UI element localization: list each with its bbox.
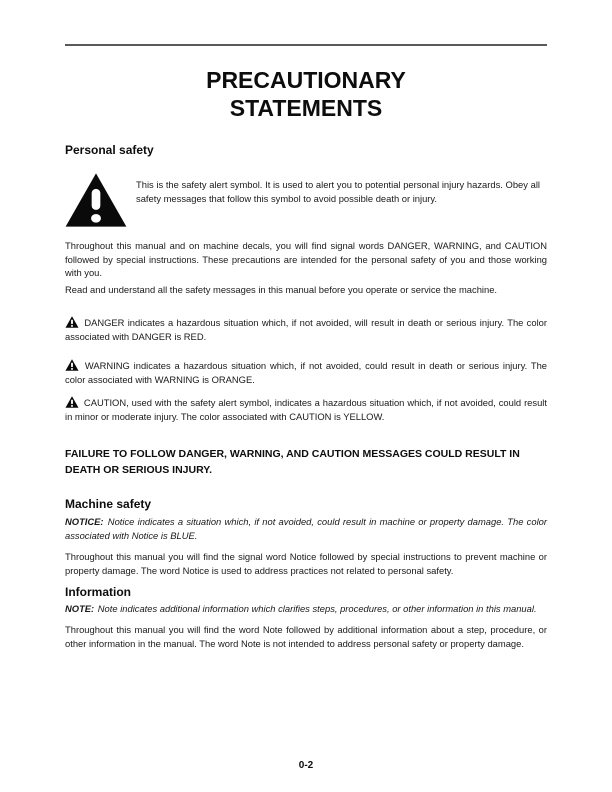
machine-safety-paragraph: Throughout this manual you will find the signal word Notice followed by special instructions to prevent machine or property damage. The word Notice is used to address practices not related to personal safety. [65,551,547,576]
safety-alert-block [65,172,547,228]
page-title-line1: PRECAUTIONARY [206,67,406,93]
safety-alert-icon [65,172,127,228]
information-heading: Information [65,585,131,599]
note-label: NOTE: [65,603,95,614]
signal-words-paragraph: Throughout this manual and on machine decals, you will find signal words DANGER, WARNING, and CAUTION followed by special instructions. These precautions are intended for the personal safety of you and those working with you. [65,240,547,279]
note-paragraph [65,602,547,616]
top-rule [65,44,547,46]
safety-alert-icon [65,396,79,408]
danger-text: DANGER indicates a hazardous situation which, if not avoided, will result in death or serious injury. The color associated with DANGER is RED. [65,317,548,342]
safety-alert-text: This is the safety alert symbol. It is used to alert you to potential personal injury hazards. Obey all safety messages that follow this symbol to avoid possible death or injury. [136,179,540,204]
personal-safety-heading: Personal safety [65,143,154,157]
page-title [65,66,547,122]
warning-paragraph [65,359,547,386]
failure-warning-statement: FAILURE TO FOLLOW DANGER, WARNING, AND CAUTION MESSAGES COULD RESULT IN DEATH OR SERIOUS INJURY. [65,448,520,476]
page-title-line2: STATEMENTS [229,95,383,121]
caution-text: CAUTION, used with the safety alert symbol, indicates a hazardous situation which, if not avoided, could result in minor or moderate injury. The color associated with CAUTION is YELLOW. [65,397,547,422]
machine-safety-heading: Machine safety [65,497,152,511]
note-text: Note indicates additional information which clarifies steps, procedures, or other information in this manual. [97,603,537,614]
safety-alert-icon [65,359,79,371]
notice-label: NOTICE: [65,516,104,527]
safety-alert-icon [65,316,79,328]
notice-paragraph [65,515,547,542]
danger-paragraph [65,316,547,343]
warning-text: WARNING indicates a hazardous situation which, if not avoided, could result in death or serious injury. The color associated with WARNING is ORANGE. [65,360,548,385]
information-paragraph: Throughout this manual you will find the word Note followed by additional information about a step, procedure, or other information in the manual. The word Note is not intended to address personal safety or property damage. [65,624,547,649]
read-understand-paragraph: Read and understand all the safety messages in this manual before you operate or service the machine. [65,284,498,295]
caution-paragraph [65,396,547,423]
page-number: 0-2 [298,760,314,771]
notice-text: Notice indicates a situation which, if not avoided, could result in machine or property damage. The color associated with Notice is BLUE. [65,516,547,541]
